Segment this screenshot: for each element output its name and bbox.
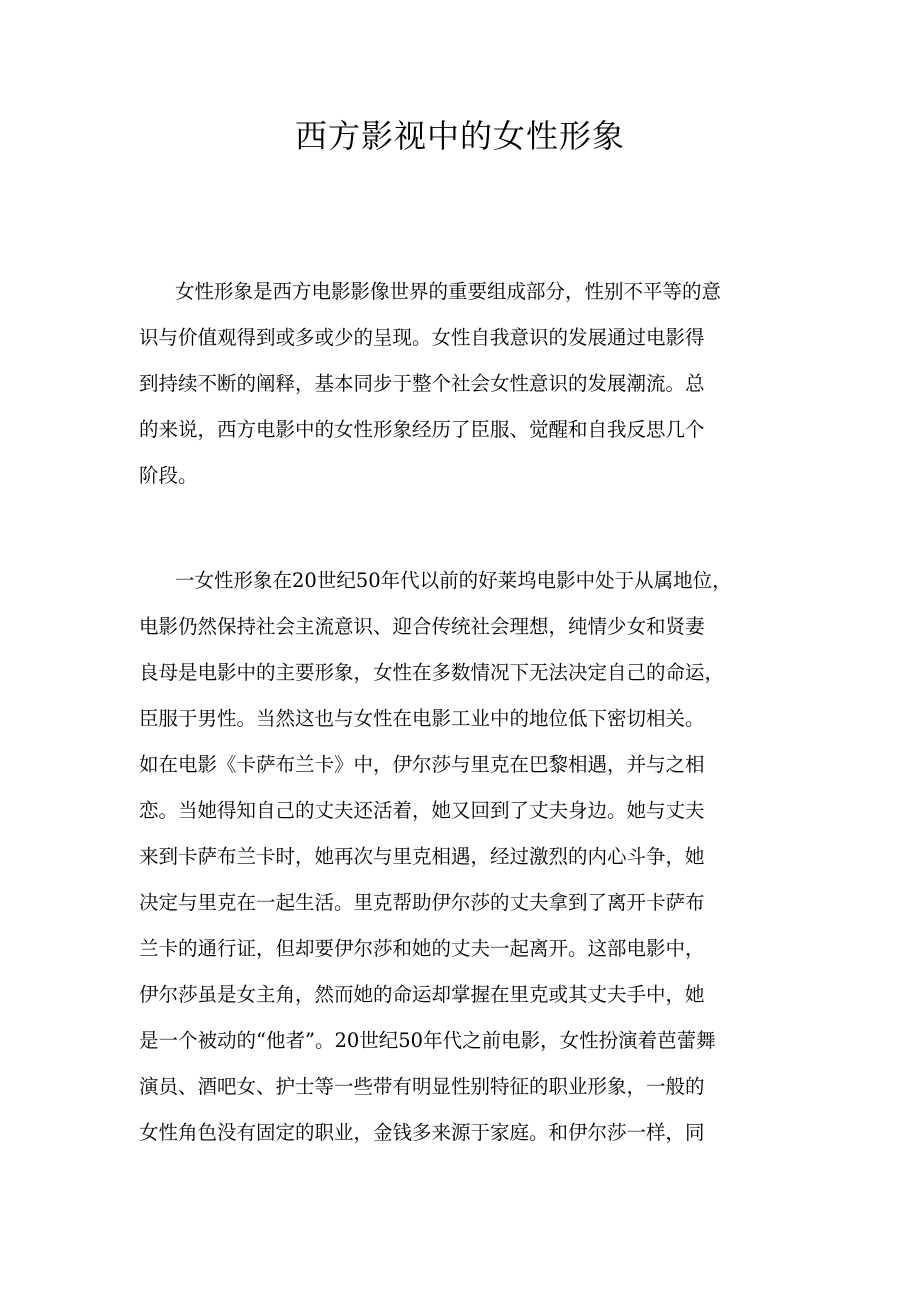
paragraph-line: 是一个被动的“他者”。20世纪50年代之前电影，女性扮演着芭蕾舞 xyxy=(139,1029,716,1052)
paragraph-line: 良母是电影中的主要形象，女性在多数情况下无法决定自己的命运， xyxy=(139,661,725,684)
paragraph-line: 到持续不断的阐释，基本同步于整个社会女性意识的发展潮流。总 xyxy=(139,372,705,395)
paragraph-line: 电影仍然保持社会主流意识、迎合传统社会理想，纯情少女和贤妻 xyxy=(139,615,705,638)
paragraph-2 xyxy=(139,558,799,1156)
paragraph-line: 决定与里克在一起生活。里克帮助伊尔莎的丈夫拿到了离开卡萨布 xyxy=(139,891,705,914)
paragraph-line: 识与价值观得到或多或少的呈现。女性自我意识的发展通过电影得 xyxy=(139,326,705,349)
paragraph-1 xyxy=(139,269,799,499)
paragraph-line: 伊尔莎虽是女主角，然而她的命运却掌握在里克或其丈夫手中，她 xyxy=(139,983,705,1006)
paragraph-line: 阶段。 xyxy=(139,464,198,487)
paragraph-line: 一女性形象在20世纪50年代以前的好莱坞电影中处于从属地位， xyxy=(175,569,732,592)
paragraph-line: 的来说，西方电影中的女性形象经历了臣服、觉醒和自我反思几个 xyxy=(139,418,705,441)
paragraph-line: 恋。当她得知自己的丈夫还活着，她又回到了丈夫身边。她与丈夫 xyxy=(139,799,705,822)
document-title: 西方影视中的女性形象 xyxy=(294,117,625,155)
paragraph-line: 兰卡的通行证，但却要伊尔莎和她的丈夫一起离开。这部电影中， xyxy=(139,937,705,960)
paragraph-line: 如在电影《卡萨布兰卡》中，伊尔莎与里克在巴黎相遇，并与之相 xyxy=(139,753,705,776)
paragraph-line: 臣服于男性。当然这也与女性在电影工业中的地位低下密切相关。 xyxy=(139,707,705,730)
paragraph-line: 演员、酒吧女、护士等一些带有明显性别特征的职业形象，一般的 xyxy=(139,1075,705,1098)
paragraph-line: 来到卡萨布兰卡时，她再次与里克相遇，经过激烈的内心斗争，她 xyxy=(139,845,705,868)
paragraph-line: 女性形象是西方电影影像世界的重要组成部分，性别不平等的意 xyxy=(175,280,722,303)
paragraph-line: 女性角色没有固定的职业，金钱多来源于家庭。和伊尔莎一样，同 xyxy=(139,1121,705,1144)
